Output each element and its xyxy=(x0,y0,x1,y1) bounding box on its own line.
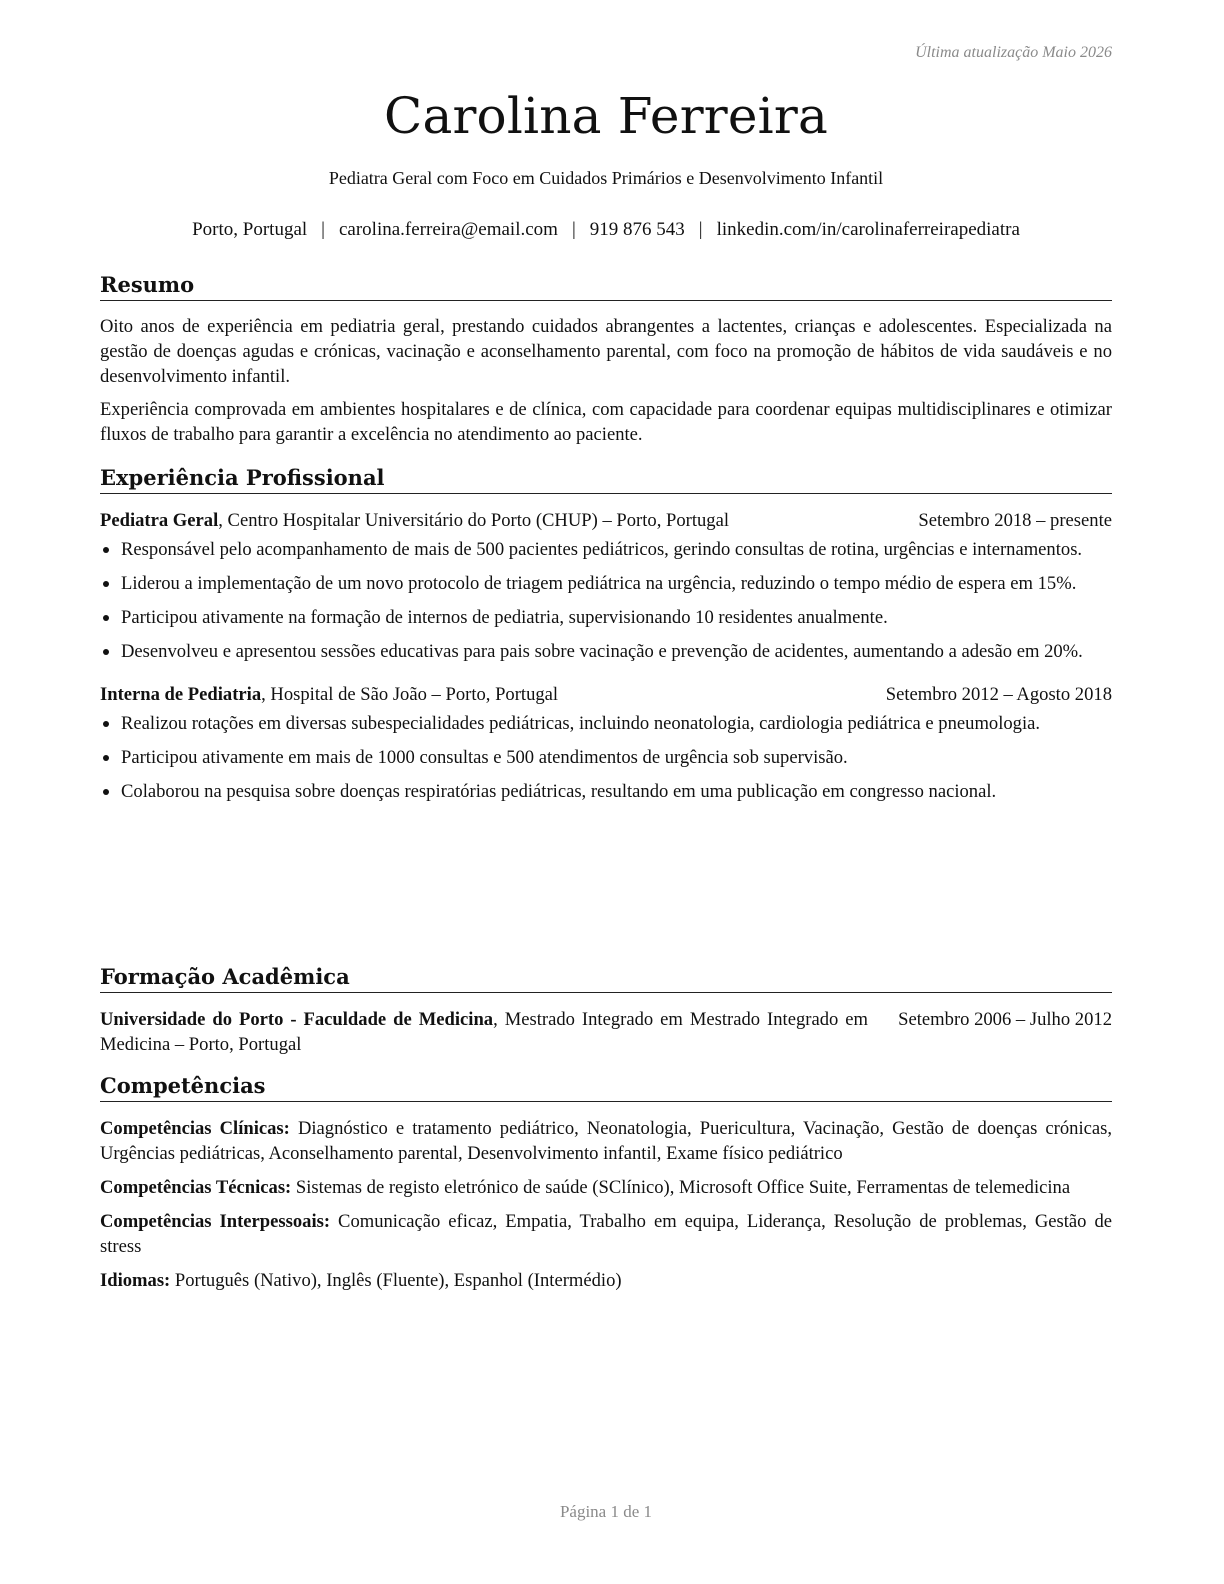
bullet-text: Responsável pelo acompanhamento de mais de 500 pacientes pediátricos, gerindo consultas de rotina, urgências e internamentos. xyxy=(121,539,1083,560)
job-dates: Setembro 2012 – Agosto 2018 xyxy=(885,684,1112,705)
job-header xyxy=(100,508,1112,533)
skills-list xyxy=(100,1116,1112,1293)
bullet-text: Participou ativamente em mais de 1000 consultas e 500 atendimentos de urgência sob supervisão. xyxy=(121,747,848,768)
job-bullet xyxy=(100,639,1112,664)
contact-email[interactable]: carolina.ferreira@email.com xyxy=(338,219,558,240)
bullet-icon xyxy=(103,721,109,727)
experience-section xyxy=(100,465,1112,813)
contact-line xyxy=(70,219,1142,241)
section-title-summary: Resumo xyxy=(100,272,1112,301)
contact-separator: | xyxy=(698,219,703,240)
job-entry xyxy=(100,682,1112,804)
skill-label: Competências Técnicas: xyxy=(100,1177,292,1198)
job-details: , Centro Hospitalar Universitário do Porto (CHUP) – Porto, Portugal xyxy=(218,510,730,531)
job-role: Interna de Pediatria xyxy=(100,684,262,705)
summary-paragraph: Oito anos de experiência em pediatria geral, prestando cuidados abrangentes a lactentes, crianças e adolescentes. Especializada na gestão de doenças agudas e crónicas, vacinação e aconselhamento parental, com foco na promoção de hábitos de vida saudáveis e no desenvolvimento infantil. xyxy=(100,316,1112,387)
education-section xyxy=(100,964,1112,1057)
bullet-icon xyxy=(103,789,109,795)
job-header xyxy=(100,682,1112,707)
summary-section xyxy=(100,272,1112,447)
section-title-experience: Experiência Profissional xyxy=(100,465,1112,494)
education-header xyxy=(100,1007,1112,1057)
skill-value: Comunicação eficaz, Empatia, Trabalho em equipa, Liderança, Resolução de problemas, Gestão de stress xyxy=(100,1211,1112,1257)
job-bullet xyxy=(100,537,1112,562)
job-role: Pediatra Geral xyxy=(100,510,219,531)
bullet-icon xyxy=(103,581,109,587)
bullet-icon xyxy=(103,547,109,553)
education-entry xyxy=(100,1007,1112,1057)
job-dates: Setembro 2018 – presente xyxy=(918,510,1112,531)
skill-label: Competências Clínicas: xyxy=(100,1118,290,1139)
bullet-text: Desenvolveu e apresentou sessões educativas para pais sobre vacinação e prevenção de acidentes, aumentando a adesão em 20%. xyxy=(121,641,1083,662)
resume-page xyxy=(100,0,1112,1584)
skill-row xyxy=(100,1116,1112,1166)
job-bullet xyxy=(100,711,1112,736)
bullet-text: Liderou a implementação de um novo protocolo de triagem pediátrica na urgência, reduzindo o tempo médio de espera em 15%. xyxy=(121,573,1077,594)
skill-row xyxy=(100,1268,1112,1293)
skill-value: Sistemas de registo eletrónico de saúde (SClínico), Microsoft Office Suite, Ferramentas de telemedicina xyxy=(291,1177,1071,1198)
bullet-text: Colaborou na pesquisa sobre doenças respiratórias pediátricas, resultando em uma publicação em congresso nacional. xyxy=(121,781,997,802)
job-bullets xyxy=(100,711,1112,804)
job-details: , Hospital de São João – Porto, Portugal xyxy=(261,684,559,705)
skills-section xyxy=(100,1073,1112,1302)
job-bullet xyxy=(100,571,1112,596)
bullet-text: Realizou rotações em diversas subespecialidades pediátricas, incluindo neonatologia, cardiologia pediátrica e pneumologia. xyxy=(121,713,1041,734)
candidate-name: Carolina Ferreira xyxy=(383,87,828,145)
bullet-text: Participou ativamente na formação de internos de pediatria, supervisionando 10 residentes anualmente. xyxy=(121,607,888,628)
summary-body xyxy=(100,314,1112,447)
contact-phone: 919 876 543 xyxy=(589,219,685,240)
last-updated: Última atualização Maio 2026 xyxy=(915,44,1112,61)
skill-value: Diagnóstico e tratamento pediátrico, Neonatologia, Puericultura, Vacinação, Gestão de doenças crónicas, Urgências pediátricas, Aconselhamento parental, Desenvolvimento infantil, Exame físico pediátrico xyxy=(100,1118,1113,1164)
education-dates: Setembro 2006 – Julho 2012 xyxy=(898,1009,1112,1030)
section-title-skills: Competências xyxy=(100,1073,1112,1102)
job-entry xyxy=(100,508,1112,664)
skill-row xyxy=(100,1175,1112,1200)
contact-linkedin[interactable]: linkedin.com/in/carolinaferreirapediatra xyxy=(716,219,1020,240)
education-details: , Mestrado Integrado em Mestrado Integrado em Medicina – Porto, Portugal xyxy=(100,1009,868,1055)
skill-label: Competências Interpessoais: xyxy=(100,1211,331,1232)
contact-separator: | xyxy=(571,219,576,240)
bullet-icon xyxy=(103,649,109,655)
job-bullet xyxy=(100,745,1112,770)
job-bullet xyxy=(100,605,1112,630)
contact-separator: | xyxy=(321,219,325,240)
skill-row xyxy=(100,1209,1112,1259)
summary-paragraph: Experiência comprovada em ambientes hospitalares e de clínica, com capacidade para coordenar equipas multidisciplinares e otimizar fluxos de trabalho para garantir a excelência no atendimento ao paciente. xyxy=(100,399,1112,445)
section-title-education: Formação Acadêmica xyxy=(100,964,1112,993)
skill-label: Idiomas: xyxy=(100,1270,171,1291)
page-number: Página 1 de 1 xyxy=(559,1502,653,1521)
skill-value: Português (Nativo), Inglês (Fluente), Espanhol (Intermédio) xyxy=(170,1270,622,1291)
bullet-icon xyxy=(103,755,109,761)
education-institution: Universidade do Porto - Faculdade de Medicina xyxy=(100,1009,494,1030)
bullet-icon xyxy=(103,615,109,621)
contact-location: Porto, Portugal xyxy=(192,219,308,240)
job-bullet xyxy=(100,779,1112,804)
candidate-subtitle: Pediatra Geral com Foco em Cuidados Primários e Desenvolvimento Infantil xyxy=(328,168,884,188)
job-bullets xyxy=(100,537,1112,664)
